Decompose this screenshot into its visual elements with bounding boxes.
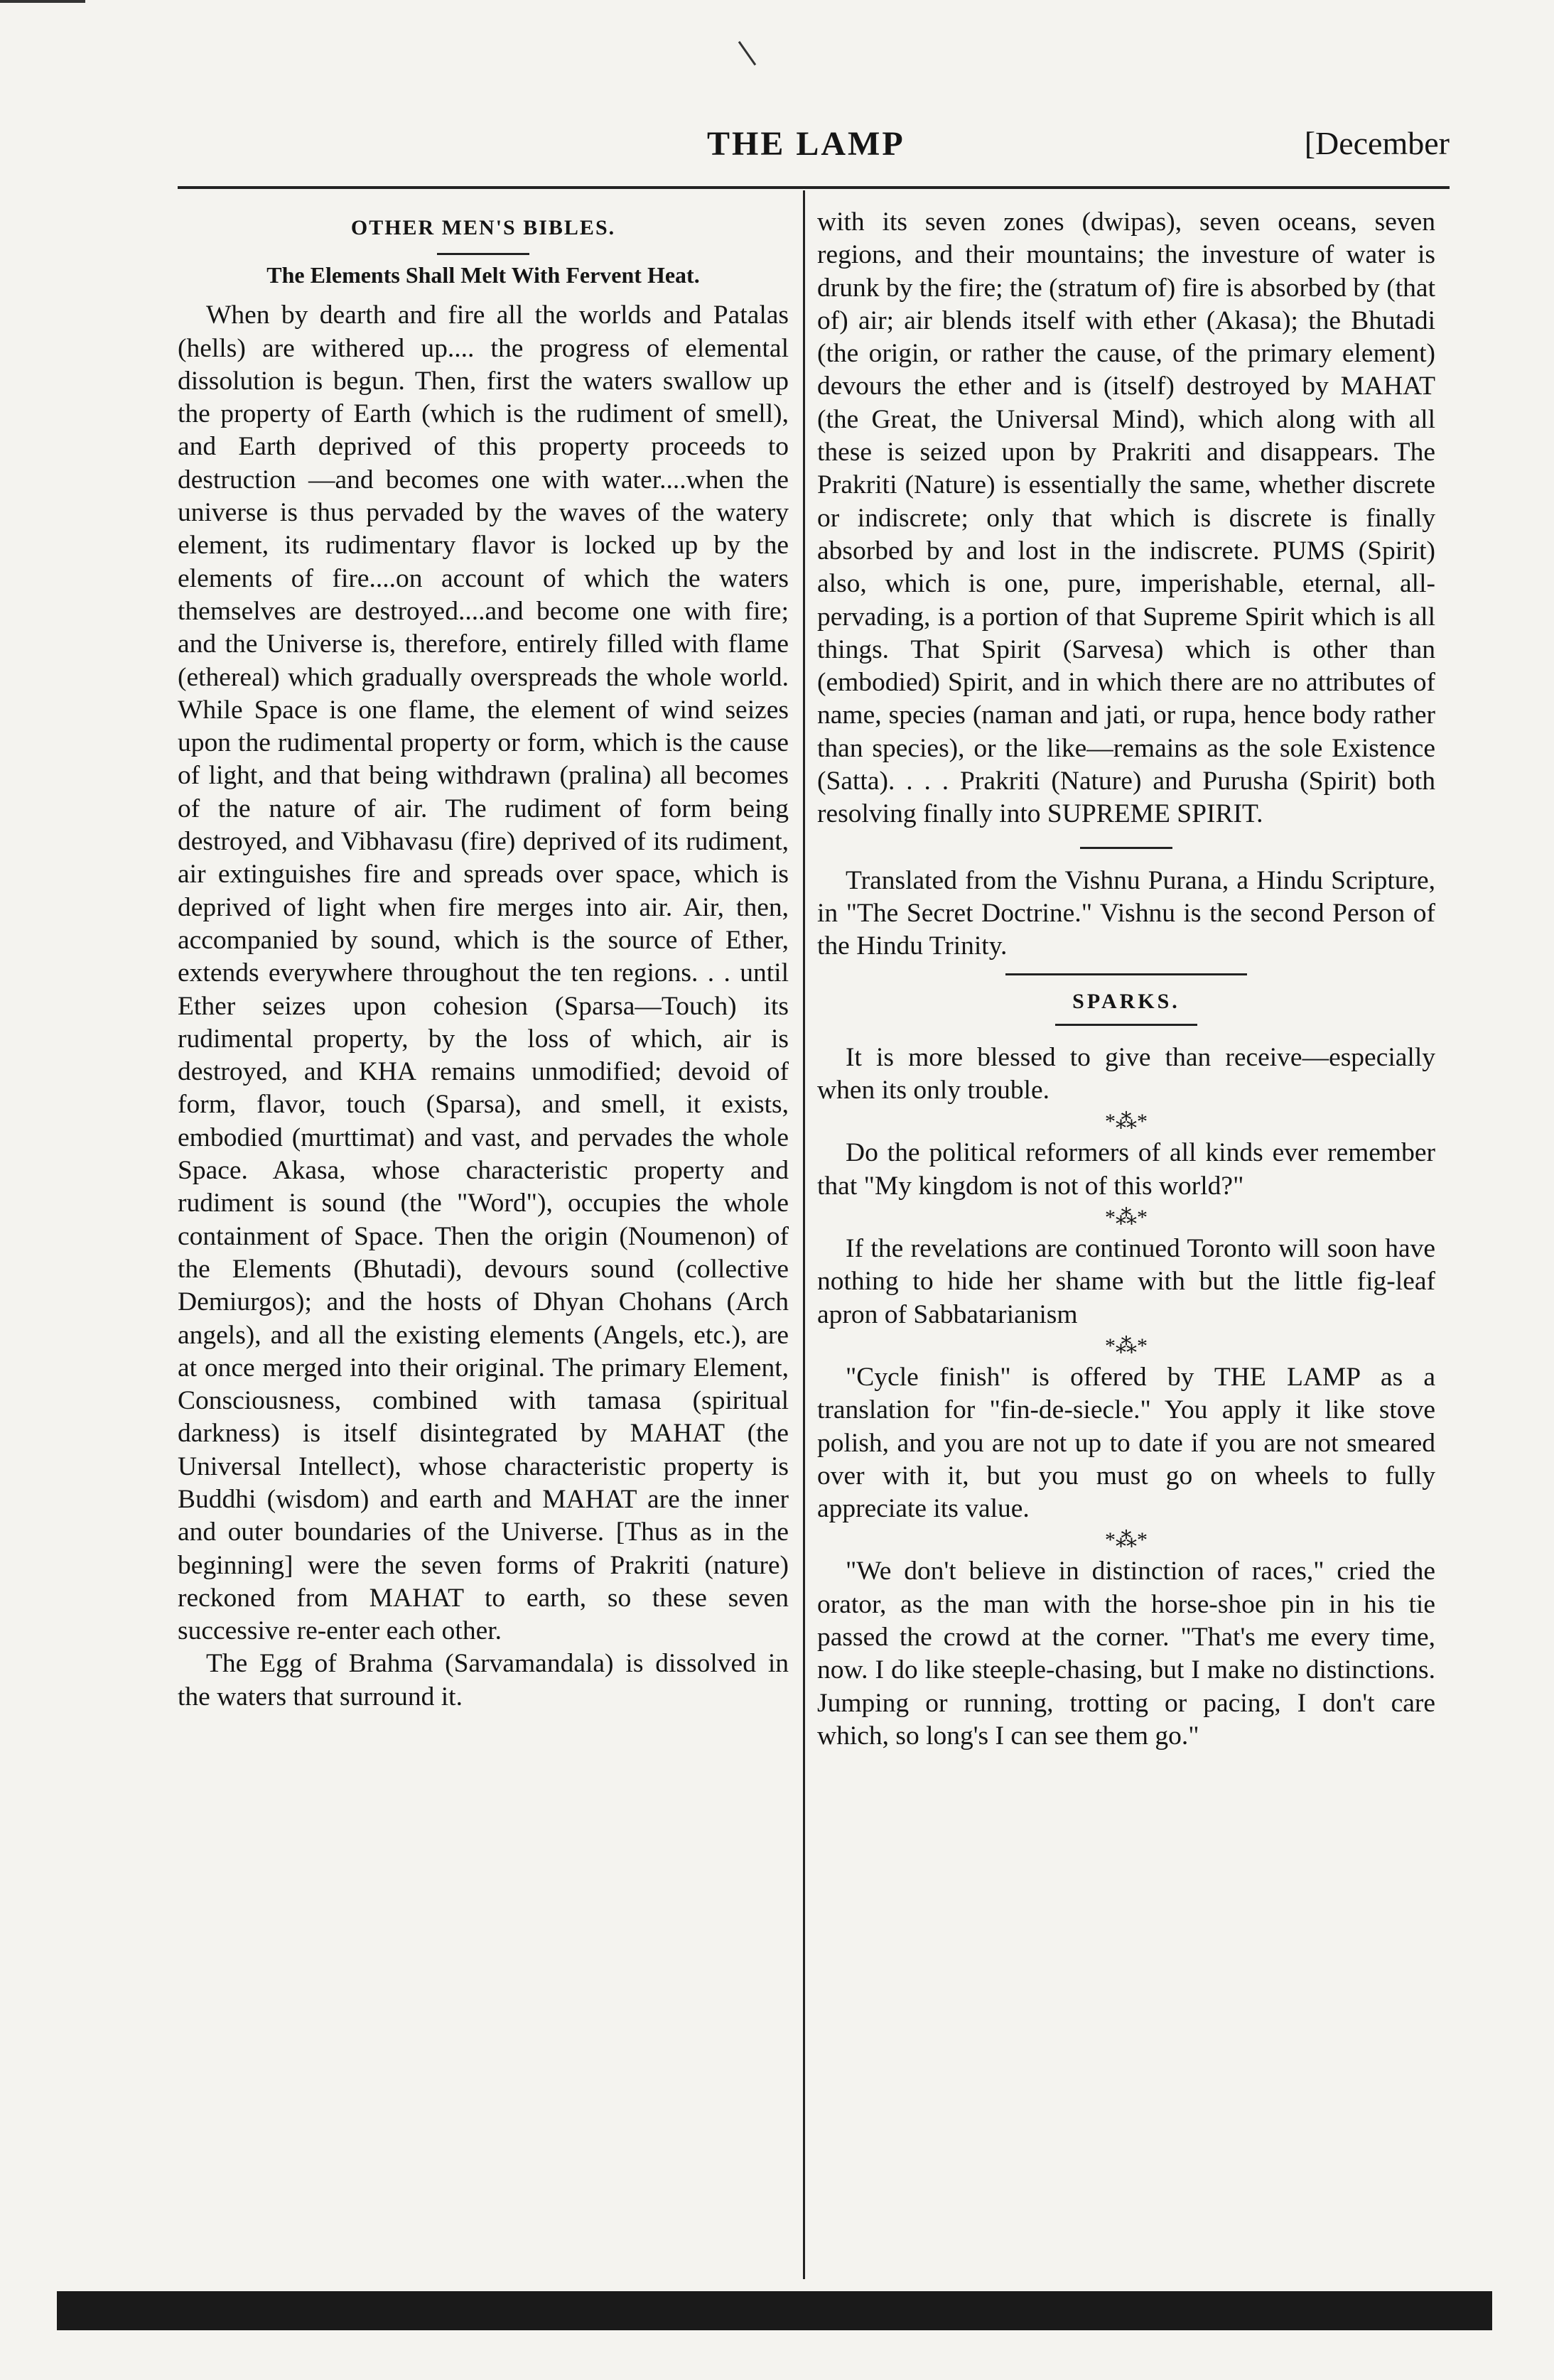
running-title: THE LAMP <box>707 125 905 163</box>
translation-note: Translated from the Vishnu Purana, a Hindu Scripture, in "The Secret Doctrine." Vishnu is the second Person of the Hindu Trinity. <box>817 865 1435 961</box>
column-divider <box>803 190 805 2279</box>
asterism-divider: *⁂* <box>1105 1528 1148 1552</box>
right-column <box>817 206 1435 1753</box>
section-title-other-mens-bibles: OTHER MEN'S BIBLES. <box>350 216 616 239</box>
spark-item: If the revelations are continued Toronto will soon have nothing to hide her shame with but the little fig-leaf apron of Sabbatarianism <box>817 1234 1435 1329</box>
spark-item: It is more blessed to give than receive—especially when its only trouble. <box>817 1042 1435 1105</box>
section-rule-2 <box>1055 1024 1197 1026</box>
asterism-divider: *⁂* <box>1105 1334 1148 1358</box>
short-rule <box>437 253 529 255</box>
article-subhead: The Elements Shall Melt With Fervent Heat. <box>266 262 700 288</box>
section-title-sparks: SPARKS. <box>1072 989 1180 1013</box>
spark-item: "Cycle finish" is offered by THE LAMP as a translation for "fin-de-siecle." You apply it like stove polish, and you are not up to date if you are not smeared over with it, but you must go on wheels to fully appreciate its value. <box>817 1362 1435 1524</box>
article-body-end: The Egg of Brahma (Sarvamandala) is dissolved in the waters that surround it. <box>178 1649 789 1711</box>
spark-item: Do the political reformers of all kinds ever remember that "My kingdom is not of this world?" <box>817 1138 1435 1201</box>
asterism-divider: *⁂* <box>1105 1206 1148 1230</box>
short-rule-2 <box>1080 847 1172 849</box>
running-month: [December <box>1304 125 1450 161</box>
scan-bottom-band <box>57 2291 1492 2330</box>
scan-mark-top <box>0 0 85 3</box>
spark-item: "We don't believe in distinction of races," cried the orator, as the man with the horse-shoe pin in his tie passed the crowd at the corner. "That's me every time, now. I do like steeple-chasing, but I make no distinctions. Jumping or running, trotting or pacing, I don't care which, so long's I can see them go." <box>817 1557 1435 1751</box>
scan-mark-corner <box>738 41 756 65</box>
running-header <box>178 124 1450 174</box>
header-rule <box>178 186 1450 189</box>
section-rule <box>1005 973 1247 975</box>
asterism-divider: *⁂* <box>1105 1110 1148 1134</box>
article-continuation: with its seven zones (dwipas), seven oceans, seven regions, and their mountains; the investure of water is drunk by the fire; the (stratum of) fire is absorbed by (that of) air; air blends itself with ether (Akasa); the Bhutadi (the origin, or rather the cause, of the primary element) devours the ether and is (itself) destroyed by MAHAT (the Great, the Universal Mind), which along with all these is seized upon by Prakriti and disappears. The Prakriti (Nature) is essentially the same, whether discrete or indiscrete; only that which is discrete is finally absorbed by and lost in the indiscrete. PUMS (Spirit) also, which is one, pure, imperishable, eternal, all-pervading, is a portion of that Supreme Spirit which is all things. That Spirit (Sarvesa) which is other than (embodied) Spirit, and in which there are no attributes of name, species (naman and jati, or rupa, hence body rather than species), or the like—remains as the sole Existence (Satta). . . . Prakriti (Nature) and Purusha (Spirit) both resolving finally into SUPREME SPIRIT. <box>817 207 1435 829</box>
left-column <box>178 206 789 1714</box>
article-body: When by dearth and fire all the worlds and Patalas (hells) are withered up.... the progress of elemental dissolution is begun. Then, first the waters swallow up the property of Earth (which is the rudiment of smell), and Earth deprived of this property proceeds to destruction —and becomes one with water....when the universe is thus pervaded by the waves of the watery element, its rudimentary flavor is locked up by the elements of fire....on account of which the waters themselves are destroyed....and become one with fire; and the Universe is, therefore, entirely filled with flame (ethereal) which gradually overspreads the whole world. While Space is one flame, the element of wind seizes upon the rudimental property or form, which is the cause of light, and that being withdrawn (pralina) all becomes of the nature of air. The rudiment of form being destroyed, and Vibhavasu (fire) deprived of its rudiment, air extinguishes fire and spreads over space, which is deprived of light when fire merges into air. Air, then, accompanied by sound, which is the source of Ether, extends everywhere throughout the ten regions. . . until Ether seizes upon cohesion (Sparsa—Touch) its rudimental property, by the loss of which, air is destroyed, and KHA remains unmodified; devoid of form, flavor, touch (Sparsa), and smell, it exists, embodied (murttimat) and vast, and pervades the whole Space. Akasa, whose characteristic property and rudiment is sound (the "Word"), occupies the whole containment of Space. Then the origin (Noumenon) of the Elements (Bhutadi), devours sound (collective Demiurgos); and the hosts of Dhyan Chohans (Arch angels), and all the existing elements (Angels, etc.), are at once merged into their original. The primary Element, Consciousness, combined with tamasa (spiritual darkness) is itself disintegrated by MAHAT (the Universal Intellect), whose characteristic property is Buddhi (wisdom) and earth and MAHAT are the inner and outer boundaries of the Universe. [Thus as in the beginning] were the seven forms of Prakriti (nature) reckoned from MAHAT to earth, so these seven successive re-enter each other. <box>178 301 789 1646</box>
